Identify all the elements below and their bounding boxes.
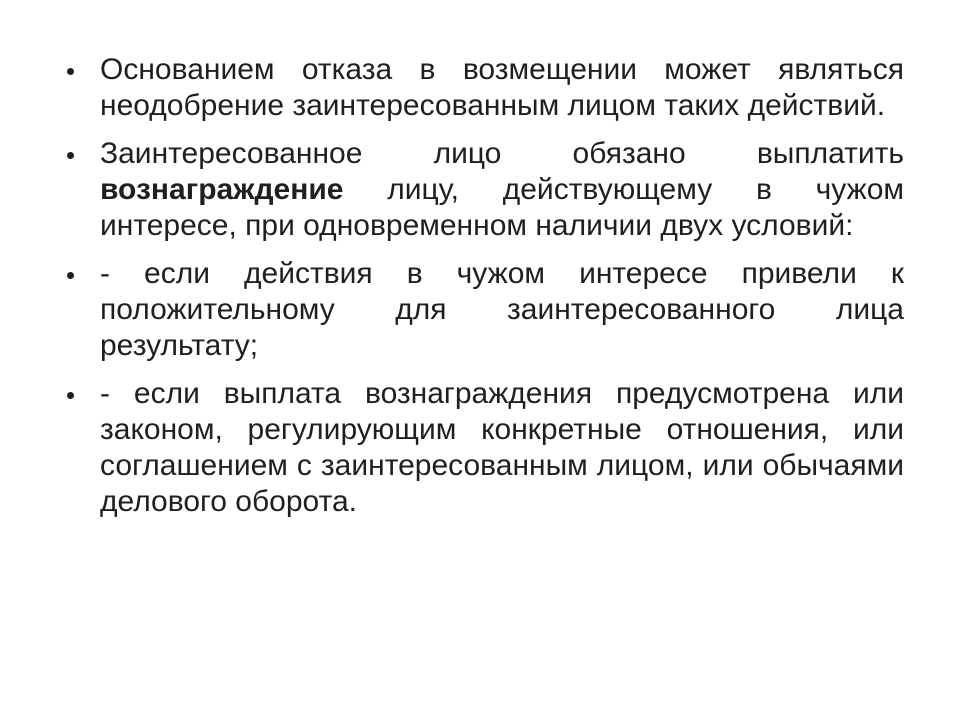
bullet-item-4 — [64, 376, 904, 520]
bullet-text-2-bold: вознаграждение — [100, 173, 344, 206]
bullet-text-1: Основанием отказа в возмещении может являться неодобрение заинтересованным лицом таких действий. — [100, 53, 904, 122]
bullet-text-2 — [100, 136, 904, 244]
bullet-text-2-after: лицу, действующему в чужом интересе, при одновременном наличии двух условий: — [100, 173, 904, 242]
bullet-dot-icon — [67, 392, 74, 399]
bullet-dot-icon — [67, 152, 74, 159]
bullet-dot-icon — [67, 272, 74, 279]
bullet-list — [64, 52, 904, 520]
bullet-item-3 — [64, 256, 904, 364]
bullet-item-2 — [64, 136, 904, 244]
bullet-dot-icon — [67, 68, 74, 75]
bullet-text-4: - если выплата вознаграждения предусмотрена или законом, регулирующим конкретные отношения, или соглашением с заинтересованным лицом, или обычаями делового оборота. — [100, 377, 904, 518]
bullet-text-2-before: Заинтересованное лицо обязано выплатить — [100, 137, 904, 170]
bullet-item-1 — [64, 52, 904, 124]
bullet-text-3: - если действия в чужом интересе привели к положительному для заинтересованного лица результату; — [100, 257, 904, 362]
